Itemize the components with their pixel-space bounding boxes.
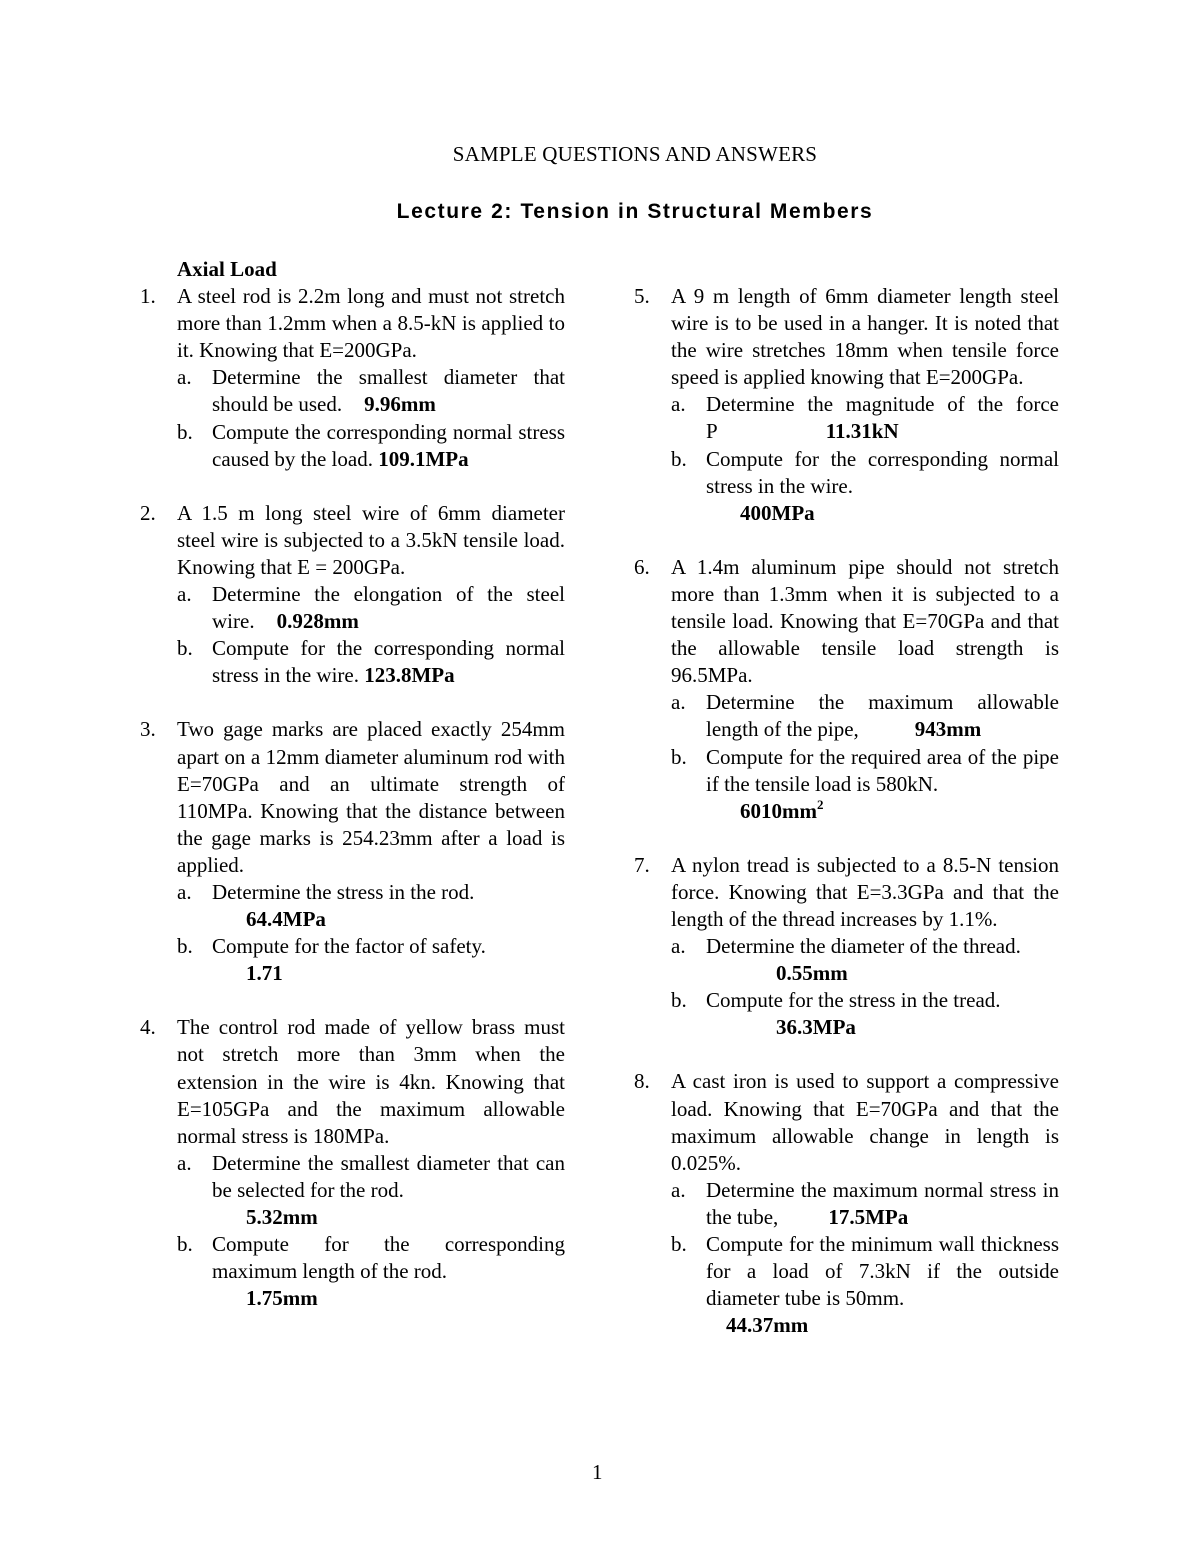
subpart-b: [671, 744, 1059, 825]
question-text: A 1.4m aluminum pipe should not stretch more than 1.3mm when it is subjected to a tensile load. Knowing that E=70GPa and that the allowable tensile load strength is 96.5MPa.: [671, 554, 1059, 688]
subpart-text: Compute for the minimum wall thickness for a load of 7.3kN if the outside diameter tube is 50mm.: [706, 1232, 1059, 1311]
question-4: [140, 1014, 565, 1312]
subpart-a: [177, 364, 565, 418]
question-text: A 9 m length of 6mm diameter length steel wire is to be used in a hanger. It is noted that the wire stretches 18mm when tensile force speed is applied knowing that E=200GPa.: [671, 284, 1059, 390]
question-number: 2.: [140, 500, 156, 525]
question-text: A 1.5 m long steel wire of 6mm diameter steel wire is subjected to a 3.5kN tensile load. Knowing that E = 200GPa.: [177, 500, 565, 579]
answer-exponent: 2: [817, 796, 824, 812]
subpart-label: a.: [177, 879, 192, 904]
subpart-b: [671, 1231, 1059, 1339]
page-number: 1: [592, 1460, 603, 1484]
subpart-label: a.: [671, 392, 686, 417]
page-title: SAMPLE QUESTIONS AND ANSWERS: [452, 142, 818, 166]
answer: 109.1MPa: [378, 446, 469, 471]
lecture-title: Lecture 2: Tension in Structural Members: [396, 200, 874, 223]
subpart-label: b.: [671, 446, 687, 471]
answer: [706, 798, 1059, 825]
subpart-label: b.: [177, 934, 193, 959]
question-3: [140, 716, 565, 987]
answer: 17.5MPa: [828, 1204, 909, 1229]
subpart-text: Compute for the corresponding normal stress in the wire.: [212, 636, 565, 688]
answer: 0.928mm: [276, 609, 359, 634]
answer: 44.37mm: [726, 1313, 809, 1338]
question-number: 3.: [140, 717, 156, 742]
answer: 943mm: [914, 717, 982, 742]
subpart-text: Determine the smallest diameter that should be used.: [212, 365, 565, 417]
subpart-text: Compute for the required area of the pipe if the tensile load is 580kN.: [706, 744, 1059, 796]
answer-value: 6010mm: [740, 798, 817, 823]
subpart-text: Determine the maximum normal stress in the tube,: [706, 1177, 1059, 1229]
left-column: [140, 256, 565, 1339]
subpart-label: a.: [177, 365, 192, 390]
subpart-label: b.: [671, 1232, 687, 1256]
question-number: 7.: [634, 852, 650, 877]
subpart-label: a.: [671, 934, 686, 959]
question-text: A nylon tread is subjected to a 8.5-N tension force. Knowing that E=3.3GPa and that the length of the thread increases by 1.1%.: [671, 852, 1059, 931]
question-text: A cast iron is used to support a compressive load. Knowing that E=70GPa and that the maximum allowable change in length is 0.025%.: [671, 1069, 1059, 1175]
question-5: [634, 283, 1059, 527]
subpart-label: b.: [177, 1232, 193, 1257]
subpart-text: Determine the magnitude of the force P: [706, 392, 1059, 444]
right-column: [634, 283, 1059, 1366]
answer: 0.55mm: [776, 961, 848, 986]
subpart-b: [177, 933, 565, 987]
subpart-a: [671, 689, 1059, 743]
subpart-text: Compute for the corresponding maximum length of the rod.: [212, 1232, 565, 1284]
answer: 11.31kN: [825, 419, 899, 444]
subpart-label: a.: [177, 1150, 192, 1175]
question-8: [634, 1068, 1059, 1339]
question-1: [140, 283, 565, 473]
answer: 123.8MPa: [364, 663, 455, 688]
subpart-a: [671, 391, 1059, 445]
question-7: [634, 852, 1059, 1042]
subpart-a: [671, 1177, 1059, 1231]
answer: 1.71: [246, 961, 283, 986]
subpart-b: [177, 635, 565, 689]
answer: 1.75mm: [246, 1286, 318, 1311]
question-number: 1.: [140, 284, 156, 309]
subpart-text: Compute for the stress in the tread.: [706, 988, 1001, 1013]
question-number: 4.: [140, 1015, 156, 1040]
section-heading: Axial Load: [177, 257, 277, 281]
subpart-label: b.: [671, 744, 687, 769]
answer: 64.4MPa: [246, 907, 326, 932]
subpart-text: Determine the maximum allowable length of the pipe,: [706, 690, 1059, 742]
question-number: 5.: [634, 284, 650, 308]
subpart-text: Compute for the corresponding normal stress in the wire.: [706, 446, 1059, 498]
subpart-b: [177, 419, 565, 473]
question-text: Two gage marks are placed exactly 254mm apart on a 12mm diameter aluminum rod with E=70GPa and an ultimate strength of 110MPa. Knowing that the distance between the gage marks is 254.23mm after a load is applied.: [177, 717, 565, 877]
subpart-text: Determine the smallest diameter that can be selected for the rod.: [212, 1150, 565, 1202]
subpart-b: [671, 446, 1059, 527]
subpart-text: Compute the corresponding normal stress caused by the load.: [212, 419, 565, 471]
subpart-text: Determine the stress in the rod.: [212, 879, 475, 904]
answer: 36.3MPa: [776, 1015, 856, 1040]
question-number: 6.: [634, 554, 650, 579]
question-number: 8.: [634, 1069, 650, 1094]
subpart-label: b.: [177, 636, 193, 661]
subpart-b: [177, 1231, 565, 1312]
subpart-a: [177, 581, 565, 635]
subpart-label: a.: [671, 690, 686, 715]
subpart-label: a.: [177, 582, 192, 607]
subpart-b: [671, 987, 1059, 1041]
question-2: [140, 500, 565, 690]
subpart-text: Determine the diameter of the thread.: [706, 934, 1021, 959]
subpart-label: a.: [671, 1177, 686, 1202]
answer: 5.32mm: [246, 1205, 318, 1229]
subpart-label: b.: [177, 419, 193, 444]
subpart-label: b.: [671, 988, 687, 1013]
answer: 400MPa: [740, 500, 815, 525]
subpart-a: [177, 1150, 565, 1231]
question-text: A steel rod is 2.2m long and must not stretch more than 1.2mm when a 8.5-kN is applied to it. Knowing that E=200GPa.: [177, 284, 565, 363]
subpart-text: Determine the elongation of the steel wire.: [212, 582, 565, 634]
question-text: The control rod made of yellow brass must not stretch more than 3mm when the extension in the wire is 4kn. Knowing that E=105GPa and the maximum allowable normal stress is 180MPa.: [177, 1015, 565, 1148]
subpart-text: Compute for the factor of safety.: [212, 934, 486, 959]
subpart-a: [177, 879, 565, 933]
question-6: [634, 554, 1059, 825]
answer: 9.96mm: [364, 392, 436, 417]
subpart-a: [671, 933, 1059, 987]
